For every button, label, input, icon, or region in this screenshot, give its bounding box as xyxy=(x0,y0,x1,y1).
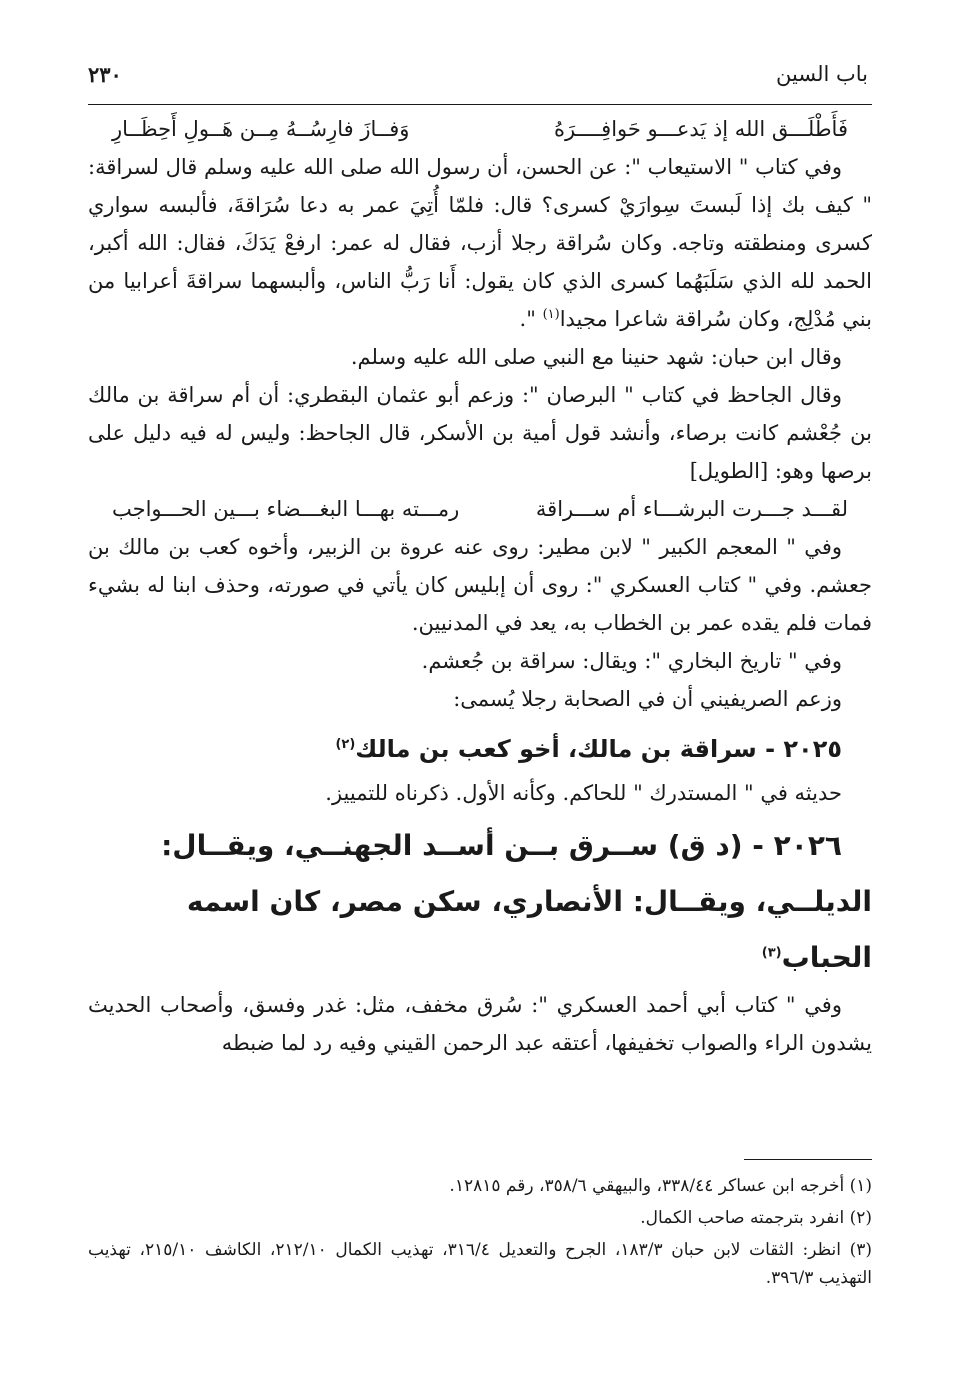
footnotes xyxy=(88,1172,872,1296)
footnote-2: (٢) انفرد بترجمته صاحب الكمال. xyxy=(640,1208,872,1228)
paragraph-mujam: وفي " المعجم الكبير " لابن مطير: روى عنه عروة بن الزبير، وأخوه كعب بن مالك بن جعشم. وفي " كتاب العسكري ": روى أن إبليس كان يأتي في صورته، وحذف ابنا له بشيء فمات فلم يقده عمر بن الخطاب به، يعد في المدنيين. xyxy=(88,535,872,635)
paragraph-bukhari: وفي " تاريخ البخاري ": ويقال: سراقة بن جُعشم. xyxy=(421,649,842,673)
main-text xyxy=(88,110,872,1062)
paragraph-mustadrak: حديثه في " المستدرك " للحاكم. وكأنه الأول. ذكرناه للتمييز. xyxy=(325,781,842,805)
paragraph-end: ". xyxy=(519,307,543,331)
paragraph-istiab xyxy=(88,148,872,338)
entry-title: ٢٠٢٥ - سراقة بن مالك، أخو كعب بن مالك xyxy=(355,735,842,763)
entry-heading-2025 xyxy=(88,724,872,774)
entry-heading-2026 xyxy=(88,818,872,986)
footnote-ref-1[interactable]: (١) xyxy=(542,307,560,322)
verse-first-hemistich: لقـــد جـــرت البرشـــاء أم ســـراقة xyxy=(535,497,848,521)
poetry-verse xyxy=(88,490,872,528)
section-title: باب السين xyxy=(776,62,868,86)
footnote-ref-3[interactable]: (٣) xyxy=(761,945,782,961)
verse-second-hemistich: رمـــته بهـــا البغـــضاء بـــين الحـــواجب xyxy=(112,497,460,521)
footnote-ref-2[interactable]: (٢) xyxy=(335,737,356,752)
paragraph-text: وفي كتاب " الاستيعاب ": عن الحسن، أن رسول الله صلى الله عليه وسلم قال لسراقة: " كيف بك إذا لَبستَ سِوارَيْ كسرى؟ قال: فلمّا أُتِيَ عمر به دعا سُرَاقةَ، فألبسه سواري كسرى ومنطقته وتاجه. وكان سُراقة رجلا أزب، فقال له عمر: ارفعْ يَدَكَ، فقال: الله أكبر، الحمد لله الذي سَلَبَهُما كسرى الذي كان يقول: أَنا رَبُّ الناس، وألبسهما سراقةَ أعرابيا من بني مُدْلِج، وكان سُراقة شاعرا مجيدا xyxy=(88,155,872,331)
footnote-divider xyxy=(744,1159,872,1160)
verse-second-hemistich: وَفــازَ فارِسُــهُ مِــن هَــولِ أَحِظَــارِ xyxy=(112,117,410,141)
page-header xyxy=(88,62,868,98)
entry-title: ٢٠٢٦ - (د ق) ســرق بــن أســد الجهنــي، ويقــال: الديلــي، ويقــال: الأنصاري، سكن مصر، كان اسمه الحباب xyxy=(161,829,872,974)
verse-first-hemistich: فَأَطْلَـــق الله إذ يَدعـــو حَوافِــــرَهُ xyxy=(553,117,848,141)
paragraph-askari: وفي " كتاب أبي أحمد العسكري ": سُرق مخفف، مثل: غدر وفسق، وأصحاب الحديث يشدون الراء والصواب تخفيفها، أعتقه عبد الرحمن القيني وفيه رد لما ضبطه xyxy=(88,993,872,1055)
footnote-3: (٣) انظر: الثقات لابن حبان ١٨٣/٣، الجرح والتعديل ٣١٦/٤، تهذيب الكمال ٢١٢/١٠، الكاشف ٢١٥/١٠، تهذيب التهذيب ٣٩٦/٣. xyxy=(88,1240,873,1288)
paragraph-sarifini: وزعم الصريفيني أن في الصحابة رجلا يُسمى: xyxy=(453,687,842,711)
header-divider xyxy=(88,104,872,105)
paragraph-jahiz: وقال الجاحظ في كتاب " البرصان ": وزعم أبو عثمان البقطري: أن أم سراقة بن مالك بن جُعْشم كانت برصاء، وأنشد قول أمية بن الأسكر، قال الجاحظ: وليس له فيه دليل على برصها وهو: [الطويل] xyxy=(88,383,872,483)
footnote-1: (١) أخرجه ابن عساكر ٣٣٨/٤٤، والبيهقي ٣٥٨/٦، رقم ١٢٨١٥. xyxy=(449,1176,872,1196)
paragraph-ibn-hibban: وقال ابن حبان: شهد حنينا مع النبي صلى الله عليه وسلم. xyxy=(350,345,842,369)
poetry-verse xyxy=(88,110,872,148)
page-number: ٢٣٠ xyxy=(88,62,122,87)
